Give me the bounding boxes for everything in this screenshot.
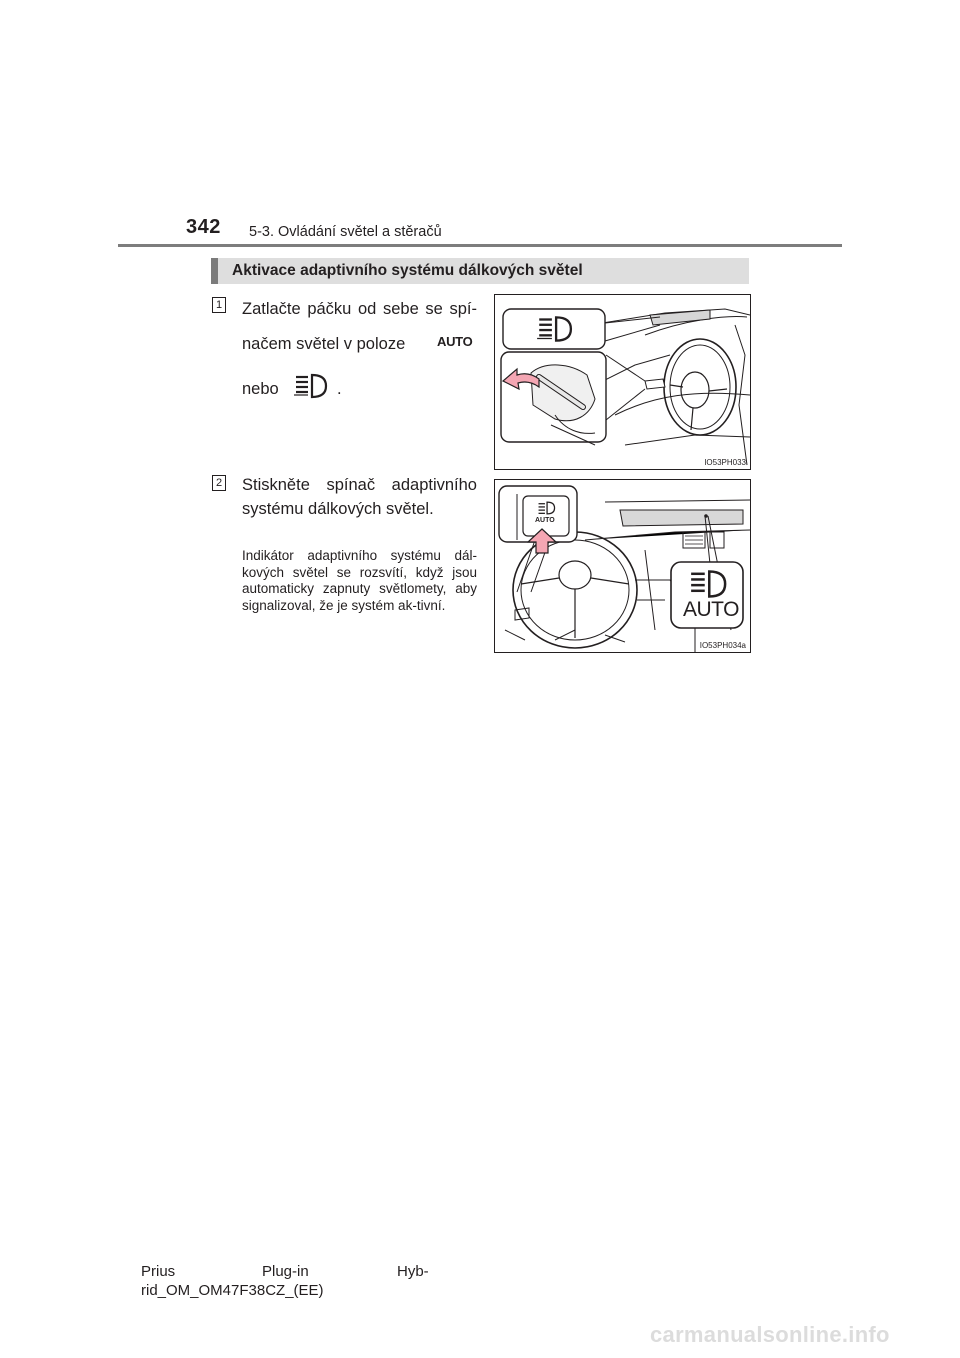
step-1-line-2: načem světel v poloze xyxy=(242,335,406,353)
high-beam-icon xyxy=(292,371,328,406)
watermark: carmanualsonline.info xyxy=(650,1322,890,1347)
figure-lever xyxy=(494,294,751,470)
footer-model: Prius xyxy=(141,1263,176,1280)
figure-switch xyxy=(494,479,751,653)
step-1-line-3b: . xyxy=(337,380,342,398)
step-2-note: Indikátor adaptivního systému dál-kových světel se rozsvítí, když jsou automaticky zapnuty světlomety, aby signalizoval, že je systém ak-tivní. xyxy=(242,548,477,613)
big-auto-label: AUTO xyxy=(683,598,739,621)
auto-label: AUTO xyxy=(437,334,473,349)
header-rule xyxy=(118,244,842,247)
footer-hybrid: Hyb- xyxy=(397,1263,429,1280)
dashboard-illustration xyxy=(495,480,750,652)
step-2-text: Stiskněte spínač adaptivního systému dálkových světel. xyxy=(242,476,477,518)
section-title: 5-3. Ovládání světel a stěračů xyxy=(249,224,442,240)
step-1-line-3a: nebo xyxy=(242,380,279,398)
footer-plugin: Plug-in xyxy=(262,1263,309,1280)
footer-code: rid_OM_OM47F38CZ_(EE) xyxy=(141,1282,324,1299)
step-1-line-1: Zatlačte páčku od sebe se spí- xyxy=(242,300,477,318)
push-arrow-icon xyxy=(501,365,541,402)
step-number-1: 1 xyxy=(212,297,226,313)
high-beam-icon xyxy=(535,313,573,350)
figure-code: IO53PH033 xyxy=(704,458,746,467)
page-number: 342 xyxy=(186,216,221,238)
small-auto-label: AUTO xyxy=(535,517,555,524)
section-heading-text: Aktivace adaptivního systému dálkových světel xyxy=(232,262,583,279)
step-number-2: 2 xyxy=(212,475,226,491)
figure-code: IO53PH034a xyxy=(699,641,746,650)
push-arrow-icon xyxy=(527,528,557,559)
section-heading xyxy=(211,258,749,284)
